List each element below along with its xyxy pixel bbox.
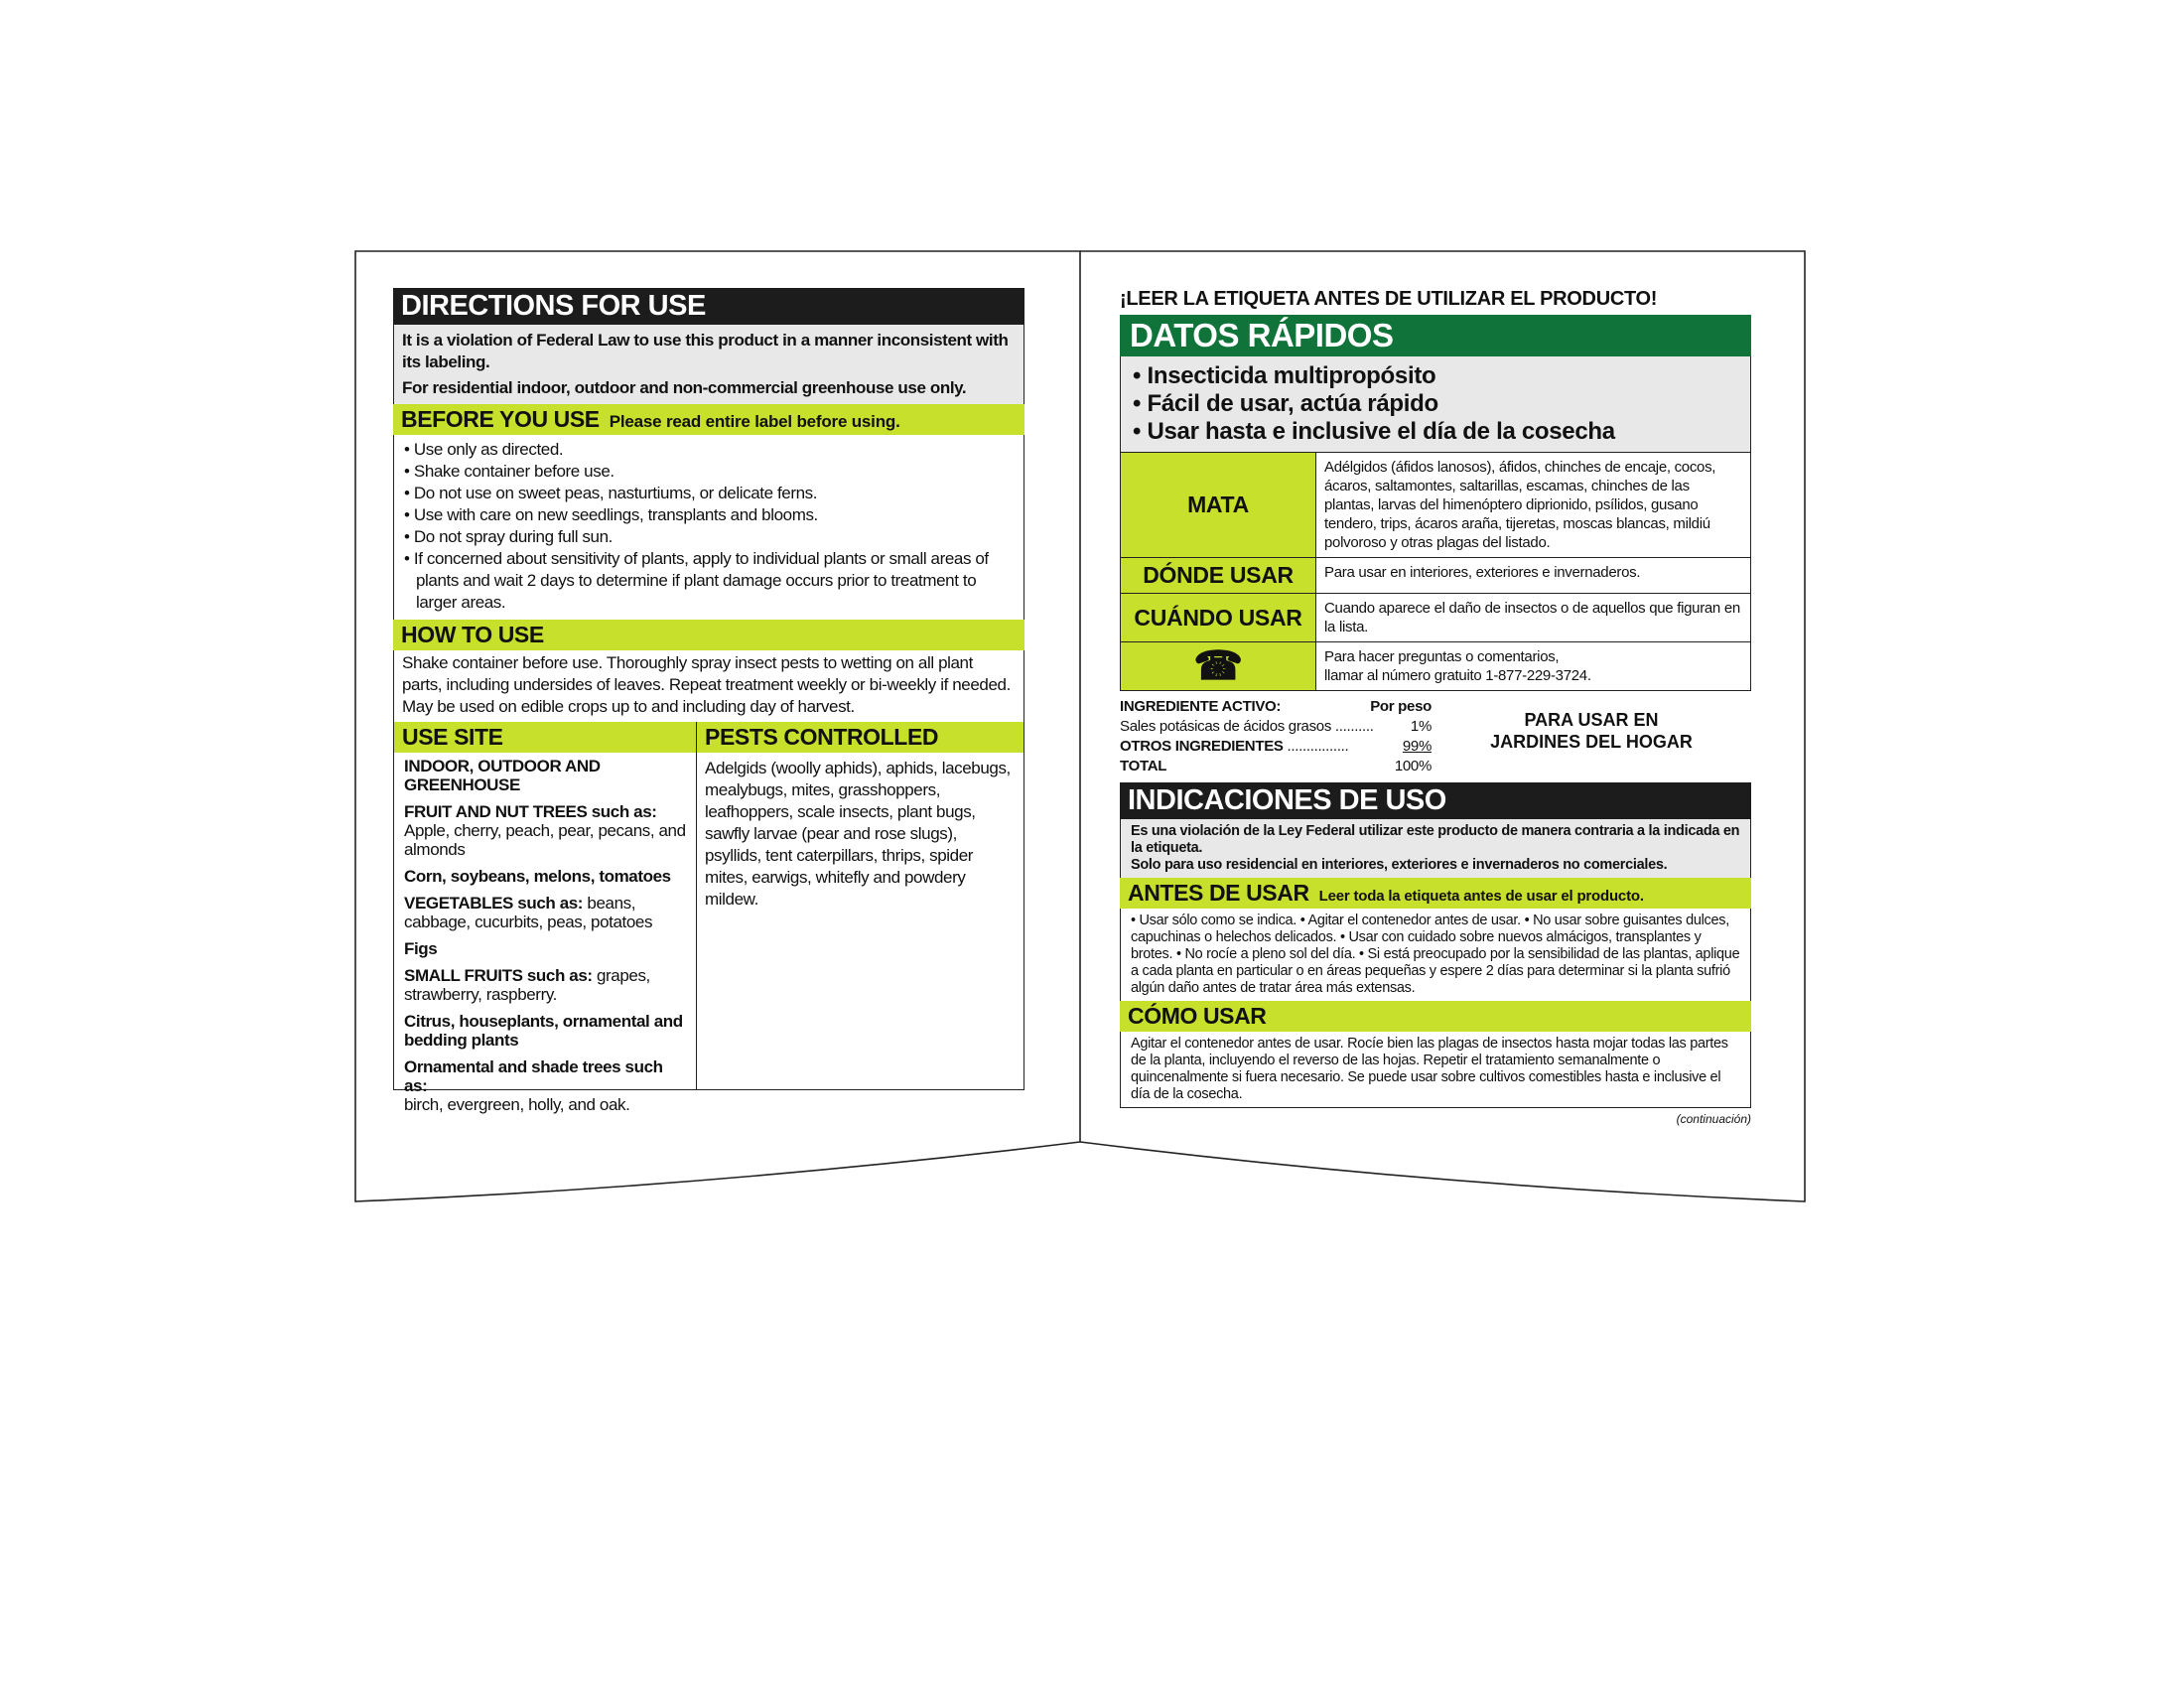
leader-dots: ................ (1287, 738, 1349, 755)
list-item-heading: Ornamental and shade trees such as: (404, 1057, 663, 1095)
como-title: CÓMO USAR (1120, 1001, 1751, 1032)
spanish-panel (1120, 288, 1751, 1126)
antes-header (1120, 878, 1751, 909)
directions-line-2: For residential indoor, outdoor and non-commercial greenhouse use only. (402, 378, 967, 397)
how-to-use-title: HOW TO USE (393, 620, 1024, 650)
phone-row (1120, 642, 1751, 691)
mata-row (1120, 452, 1751, 558)
list-item-text: grapes, strawberry, raspberry. (404, 966, 650, 1004)
list-item-text: birch, evergreen, holly, and oak. (404, 1095, 630, 1114)
active-ingredient-label: INGREDIENTE ACTIVO: (1120, 698, 1282, 715)
continuation-note: (continuación) (1676, 1112, 1751, 1126)
use-site-column (394, 722, 697, 1114)
total-value: 100% (1394, 758, 1432, 774)
total-label: TOTAL (1120, 758, 1167, 774)
before-title: BEFORE YOU USE (401, 406, 600, 432)
list-item (404, 1057, 686, 1114)
list-item: Figs (404, 939, 438, 958)
cuando-row (1120, 594, 1751, 642)
ingredient-row (1120, 717, 1432, 737)
directions-notice (393, 325, 1024, 404)
before-subtitle: Please read entire label before using. (609, 412, 900, 431)
pests-column (697, 722, 1024, 1089)
before-you-use-header (393, 404, 1024, 435)
ingredient-row (1120, 737, 1432, 757)
quick-bullet-3: • Usar hasta e inclusive el día de la cosecha (1133, 418, 1615, 445)
list-item: • Do not use on sweet peas, nasturtiums, or delicate ferns. (402, 483, 1016, 504)
pests-title: PESTS CONTROLLED (697, 722, 1024, 753)
list-item-heading: VEGETABLES such as: (404, 894, 584, 913)
list-item (404, 966, 686, 1004)
list-item-text: Apple, cherry, peach, pear, pecans, and almonds (404, 821, 686, 859)
list-item (404, 894, 686, 931)
by-weight-label: Por peso (1370, 698, 1432, 715)
list-item: • Use only as directed. (402, 439, 1016, 461)
phone-text-line-1: Para hacer preguntas o comentarios, (1324, 648, 1560, 665)
quick-bullet-2: • Fácil de usar, actúa rápido (1133, 390, 1438, 417)
home-garden-note (1432, 697, 1751, 776)
cuando-text: Cuando aparece el daño de insectos o de aquellos que figuran en la lista. (1324, 600, 1740, 635)
before-list (394, 435, 1024, 620)
cuando-label: CUÁNDO USAR (1121, 594, 1316, 641)
quick-facts-title: DATOS RÁPIDOS (1120, 315, 1751, 356)
list-item (404, 802, 686, 859)
total-row (1120, 757, 1432, 776)
phone-text (1316, 642, 1750, 690)
list-item: • Use with care on new seedlings, transplants and blooms. (402, 504, 1016, 526)
indicaciones-notice (1120, 819, 1751, 878)
list-item: INDOOR, OUTDOOR AND GREENHOUSE (404, 757, 601, 794)
directions-title: DIRECTIONS FOR USE (393, 288, 1024, 325)
como-text: Agitar el contenedor antes de usar. Rocíe bien las plagas de insectos hasta mojar todas las partes de la planta, incluyendo el reverso de las hojas. Repetir el tratamiento semanalmente o quincenalmente si fuera necesario. Se puede usar sobre cultivos comestibles hasta e inclusive el día de la cosecha. (1120, 1032, 1751, 1108)
ingredient-value: 1% (1410, 718, 1432, 735)
quick-facts-bullets (1120, 356, 1751, 452)
ingredient-name: Sales potásicas de ácidos grasos (1120, 718, 1332, 735)
use-site-pests-table (393, 722, 1024, 1114)
list-item: • Shake container before use. (402, 461, 1016, 483)
english-panel (393, 288, 1024, 1114)
indicaciones-title: INDICACIONES DE USO (1120, 782, 1751, 819)
indicaciones-line-1: Es una violación de la Ley Federal utilizar este producto de manera contraria a la indicada en la etiqueta. (1131, 823, 1740, 856)
use-site-list (394, 753, 696, 1128)
list-item: • Do not spray during full sun. (402, 526, 1016, 548)
directions-line-1: It is a violation of Federal Law to use this product in a manner inconsistent with its labeling. (402, 331, 1009, 371)
before-list-box (393, 435, 1024, 620)
ingredients-statement (1120, 697, 1432, 776)
donde-row (1120, 558, 1751, 594)
mata-label: MATA (1121, 453, 1316, 557)
phone-icon: ☎ (1121, 642, 1316, 690)
antes-text: • Usar sólo como se indica. • Agitar el contenedor antes de usar. • No usar sobre guisantes dulces, capuchinas o helechos delicados. • Usar con cuidado sobre nuevos almácigos, transplantes y brotes. • No rocíe a pleno sol del día. • Si está preocupado por la sensibilidad de las plantas, aplique a cada planta en particular o en áreas pequeñas y espere 2 días para determinar si la planta sufrió algún daño antes de tratar área más extensas. (1120, 909, 1751, 1001)
list-item: Citrus, houseplants, ornamental and bedding plants (404, 1012, 683, 1050)
list-item-heading: FRUIT AND NUT TREES such as: (404, 802, 657, 821)
how-to-use-text: Shake container before use. Thoroughly spray insect pests to wetting on all plant parts, including undersides of leaves. Repeat treatment weekly or bi-weekly if needed. May be used on edible crops up to and including day of harvest. (393, 650, 1024, 722)
list-item: • If concerned about sensitivity of plants, apply to individual plants or small areas of plants and wait 2 days to determine if plant damage occurs prior to treatment to larger areas. (402, 548, 1016, 614)
ingredient-name: OTROS INGREDIENTES (1120, 738, 1284, 755)
indicaciones-line-2: Solo para uso residencial en interiores, exteriores e invernaderos no comerciales. (1131, 857, 1668, 873)
list-item-text: beans, cabbage, cucurbits, peas, potatoes (404, 894, 653, 931)
leader-dots: .......... (1334, 718, 1374, 735)
use-site-title: USE SITE (394, 722, 696, 753)
home-garden-line-1: PARA USAR EN (1524, 710, 1659, 730)
donde-text: Para usar en interiores, exteriores e invernaderos. (1324, 564, 1641, 581)
mata-text: Adélgidos (áfidos lanosos), áfidos, chinches de encaje, cocos, ácaros, saltamontes, saltarillas, escamas, chinches de las plantas, larvas del himenóptero diprionido, psílidos, gusano tendero, trips, ácaros araña, tijeretas, moscas blancas, mildiú polvoroso y otras plagas del listado. (1324, 459, 1716, 551)
antes-title: ANTES DE USAR (1128, 880, 1309, 906)
ingredient-value: 99% (1402, 738, 1432, 755)
pests-text: Adelgids (woolly aphids), aphids, lacebugs, mealybugs, mites, grasshoppers, leafhoppers, scale insects, plant bugs, sawfly larvae (pear and rose slugs), psyllids, tent caterpillars, thrips, spider mites, earwigs, whitefly and powdery mildew. (705, 759, 1011, 909)
donde-label: DÓNDE USAR (1121, 558, 1316, 593)
list-item-heading: SMALL FRUITS such as: (404, 966, 593, 985)
antes-subtitle: Leer toda la etiqueta antes de usar el producto. (1318, 888, 1644, 905)
phone-text-line-2: llamar al número gratuito 1-877-229-3724. (1324, 667, 1591, 684)
home-garden-line-2: JARDINES DEL HOGAR (1490, 732, 1693, 752)
list-item: Corn, soybeans, melons, tomatoes (404, 867, 671, 886)
ingredients-block (1120, 697, 1751, 776)
read-label-note: ¡LEER LA ETIQUETA ANTES DE UTILIZAR EL PRODUCTO! (1120, 288, 1658, 310)
ingredients-header (1120, 697, 1432, 717)
quick-bullet-1: • Insecticida multipropósito (1133, 362, 1436, 389)
